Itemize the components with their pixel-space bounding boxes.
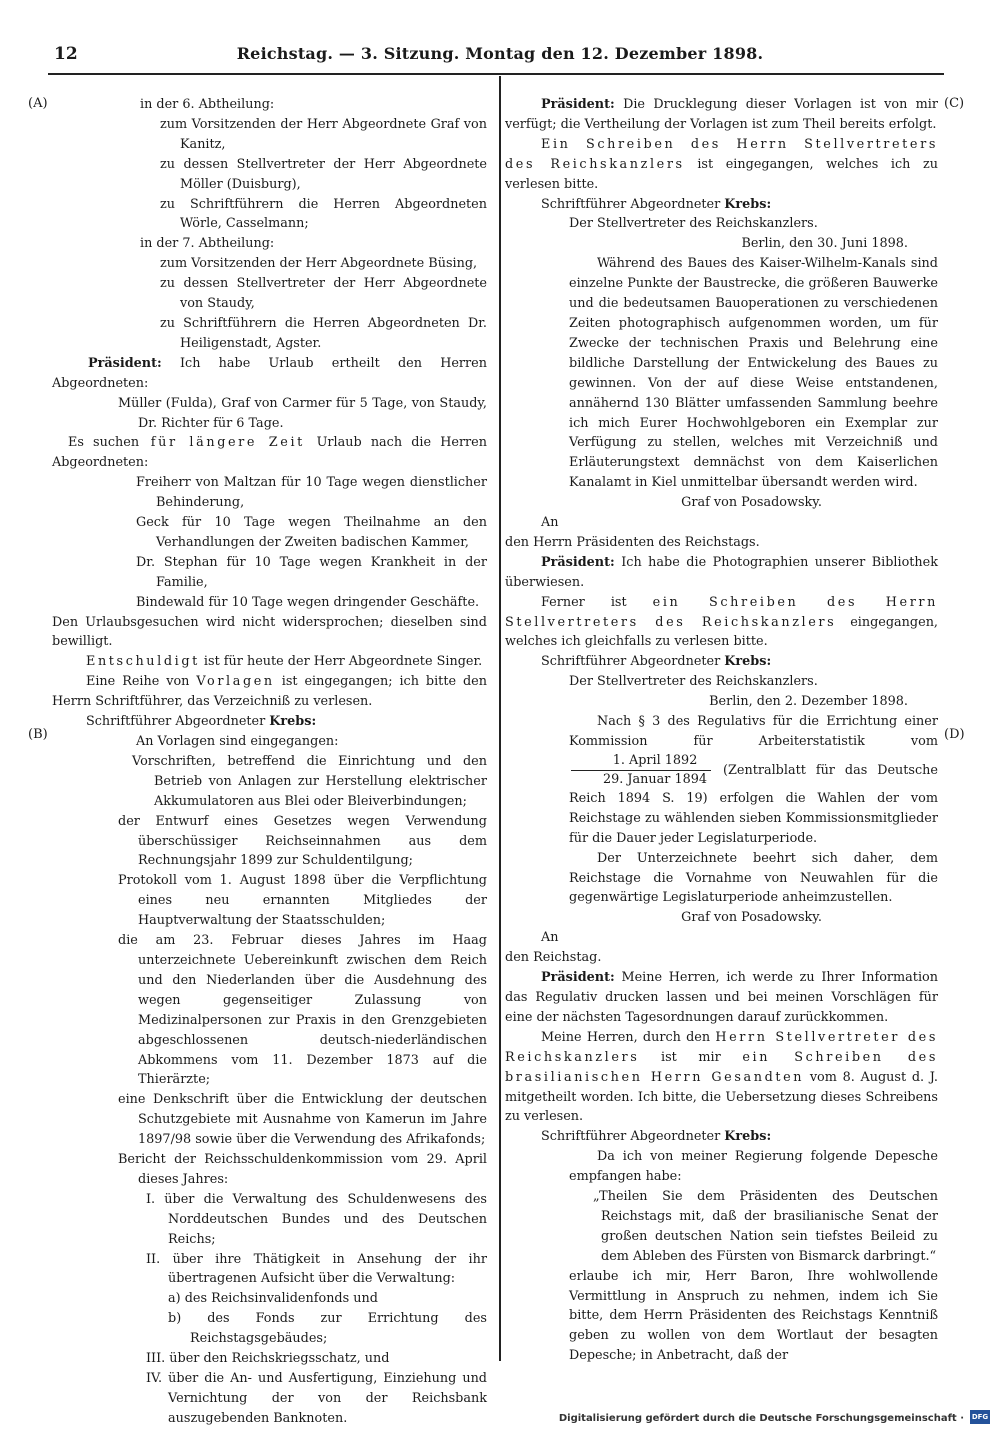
signature: Graf von Posadowsky. — [681, 495, 822, 511]
paragraph: Schriftführer Abgeordneter Krebs: — [541, 196, 772, 212]
speaker-name: Krebs: — [724, 654, 772, 670]
paragraph: Schriftführer Abgeordneter Krebs: — [86, 714, 317, 730]
address-line: An — [541, 515, 559, 531]
speaker-name: Präsident: — [541, 970, 615, 986]
letter-line: Der Stellvertreter des Reichskanzlers. — [569, 674, 818, 690]
speaker-name: Krebs: — [724, 196, 772, 212]
speaker-name: Krebs: — [269, 714, 317, 730]
speaker-name: Krebs: — [724, 1129, 772, 1145]
paragraph: Dr. Stephan für 10 Tage wegen Krankheit in der Familie, — [136, 554, 487, 590]
right-column — [505, 95, 938, 1366]
digitization-credit: Digitalisierung gefördert durch die Deutsche Forschungsgemeinschaft · — [558, 1413, 964, 1424]
list-item: b) des Fonds zur Errichtung des Reichstagsgebäudes; — [168, 1311, 487, 1347]
page-header — [30, 44, 970, 72]
list-item: Protokoll vom 1. August 1898 über die Verpflichtung eines neu ernannten Mitgliedes der Hauptverwaltung der Staatsschulden; — [118, 873, 487, 929]
list-item: eine Denkschrift über die Entwicklung der deutschen Schutzgebiete mit Ausnahme von Kamerun im Jahre 1897/98 sowie über die Verwendung des Afrikafonds; — [118, 1092, 487, 1148]
text-line: zum Vorsitzenden der Herr Abgeordnete Graf von Kanitz, — [160, 116, 487, 152]
address-line: den Herrn Präsidenten des Reichstags. — [505, 534, 760, 550]
text-line: in der 7. Abtheilung: — [140, 236, 275, 252]
paragraph: Präsident: Ich habe Urlaub ertheilt den Herren Abgeordneten: — [52, 355, 487, 391]
text-line: in der 6. Abtheilung: — [140, 97, 275, 112]
paragraph: Freiherr von Maltzan für 10 Tage wegen dienstlicher Behinderung, — [136, 475, 487, 511]
paragraph: Müller (Fulda), Graf von Carmer für 5 Tage, von Staudy, Dr. Richter für 6 Tage. — [118, 395, 487, 431]
margin-mark-c: (C) — [944, 96, 965, 111]
address-line: An — [541, 930, 559, 946]
text-line: zu dessen Stellvertreter der Herr Abgeordnete von Staudy, — [160, 276, 487, 312]
date-fraction: $\frac{\text{1. April 1892}}{\text{29. Januar 1894}}$ — [571, 752, 711, 789]
letter-date: Berlin, den 2. Dezember 1898. — [709, 694, 908, 710]
left-column — [52, 95, 487, 1429]
paragraph: Den Urlaubsgesuchen wird nicht widersprochen; dieselben sind bewilligt. — [52, 614, 487, 650]
list-item: IV. über die An- und Ausfertigung, Einziehung und Vernichtung der von der Reichsbank auszugebenden Banknoten. — [146, 1371, 487, 1426]
letter-quote: „Theilen Sie dem Präsidenten des Deutschen Reichstags mit, daß der brasilianische Senat der großen deutschen Nation sein tiefstes Beileid zu dem Ableben des Fürsten von Bismarck darbringt.“ — [593, 1189, 938, 1264]
letter-body: Der Unterzeichnete beehrt sich daher, dem Reichstage die Vornahme von Neuwahlen für die gegenwärtige Legislaturperiode anheimzustellen. — [569, 850, 938, 906]
paragraph: Präsident: Meine Herren, ich werde zu Ihrer Information das Regulativ drucken lassen und bei meinen Vorschlägen für eine der nächsten Tagesordnungen darauf zurückkommen. — [505, 970, 938, 1025]
margin-mark-a: (A) — [28, 96, 48, 111]
text-line: zu dessen Stellvertreter der Herr Abgeordnete Möller (Duisburg), — [160, 156, 487, 192]
paragraph: Eine Reihe von Vorlagen ist eingegangen; ich bitte den Herrn Schriftführer, das Verzeichniß zu verlesen. — [52, 674, 487, 710]
letter-date: Berlin, den 30. Juni 1898. — [741, 236, 908, 252]
page-number: 12 — [54, 44, 78, 64]
speaker-name: Präsident: — [541, 97, 615, 112]
text-line: zu Schriftführern die Herren Abgeordneten Dr. Heiligenstadt, Agster. — [160, 315, 487, 351]
paragraph: Bindewald für 10 Tage wegen dringender Geschäfte. — [136, 594, 480, 610]
letter-body: Während des Baues des Kaiser-Wilhelm-Kanals sind einzelne Punkte der Baustrecke, die größeren Bauwerke und die bedeutsamen Bauoperationen zu verschiedenen Zeiten photographisch aufgenommen worden, um für Zwecke der technischen Praxis und Belehrung eine bildliche Darstellung der Entwickelung des Baues zu gewinnen. Von der auf diese Weise entstandenen, annähernd 130 Blätter umfassenden Sammlung beehre ich mich Eurer Hochwohlgeboren ein Exemplar zur Verfügung zu stellen, welches mit Verzeichniß und Erläuterungstext demnächst von dem Kaiserlichen Kanalamt in Kiel unmittelbar übersandt werden wird. — [569, 256, 938, 491]
dfg-logo: DFG — [970, 1410, 990, 1424]
paragraph: Schriftführer Abgeordneter Krebs: — [541, 654, 772, 670]
list-item: a) des Reichsinvalidenfonds und — [168, 1291, 378, 1307]
paragraph: Ein Schreiben des Herrn Stellvertreters des Reichskanzlers ist eingegangen, welches ich zu verlesen bitte. — [505, 136, 938, 192]
paragraph: Geck für 10 Tage wegen Theilnahme an den Verhandlungen der Zweiten badischen Kammer, — [136, 515, 487, 550]
paragraph: Präsident: Die Drucklegung dieser Vorlagen ist von mir verfügt; die Vertheilung der Vorlagen ist zum Theil bereits erfolgt. — [505, 97, 938, 132]
paragraph: Schriftführer Abgeordneter Krebs: — [541, 1129, 772, 1145]
list-item: der Entwurf eines Gesetzes wegen Verwendung überschüssiger Reichseinnahmen aus dem Rechnungsjahr 1899 zur Schuldentilgung; — [118, 813, 487, 869]
list-item: Vorschriften, betreffend die Einrichtung und den Betrieb von Anlagen zur Herstellung elektrischer Akkumulatoren aus Blei oder Bleiverbindungen; — [132, 753, 487, 809]
letter-body: Da ich von meiner Regierung folgende Depesche empfangen habe: — [569, 1149, 938, 1185]
paragraph: Es suchen für längere Zeit Urlaub nach die Herren Abgeordneten: — [52, 435, 487, 471]
list-item: II. über ihre Thätigkeit in Ansehung der ihr übertragenen Aufsicht über die Verwaltung: — [146, 1251, 487, 1287]
signature: Graf von Posadowsky. — [681, 910, 822, 926]
letter-body: Nach § 3 des Regulativs für die Errichtung einer Kommission für Arbeiterstatistik vom $\frac{\text{1. April 1892}}{\text{29. Januar 1894}}$ (Zentralblatt für das Deutsche Reich 1894 S. 19) erfolgen die Wahlen der vom Reichstage zu wählenden sieben Kommissionsmitglieder für die Dauer jeder Legislaturperiode. — [569, 714, 938, 846]
list-item: I. über die Verwaltung des Schuldenwesens des Norddeutschen Bundes und des Deutschen Reichs; — [146, 1191, 487, 1247]
paragraph: An Vorlagen sind eingegangen: — [136, 734, 339, 749]
letter-line: Der Stellvertreter des Reichskanzlers. — [569, 216, 818, 232]
speaker-name: Präsident: — [541, 554, 615, 570]
list-item: III. über den Reichskriegsschatz, und — [146, 1351, 390, 1367]
paragraph: Präsident: Ich habe die Photographien unserer Bibliothek überwiesen. — [505, 554, 938, 590]
paragraph: Entschuldigt ist für heute der Herr Abgeordnete Singer. — [86, 654, 483, 670]
margin-mark-b: (B) — [28, 727, 48, 742]
paragraph: Ferner ist ein Schreiben des Herrn Stellvertreters des Reichskanzlers eingegangen, welches ich gleichfalls zu verlesen bitte. — [505, 594, 938, 650]
list-item: die am 23. Februar dieses Jahres im Haag unterzeichnete Uebereinkunft zwischen dem Reich und den Niederlanden über die Ausdehnung des wegen gegenseitiger Zulassung von Medizinalpersonen zur Praxis in den Grenzgebieten abgeschlossenen deutsch-niederländischen Abkommens vom 11. Dezember 1873 auf die Thierärzte; — [118, 933, 487, 1088]
speaker-name: Präsident: — [88, 355, 162, 371]
text-line: zu Schriftführern die Herren Abgeordneten Wörle, Casselmann; — [160, 196, 487, 232]
text-line: zum Vorsitzenden der Herr Abgeordnete Büsing, — [160, 256, 478, 272]
running-head: Reichstag. — 3. Sitzung. Montag den 12. Dezember 1898. — [236, 44, 764, 63]
header-rule — [48, 73, 944, 75]
margin-mark-d: (D) — [944, 727, 965, 742]
column-rule — [499, 76, 501, 1361]
letter-body: erlaube ich mir, Herr Baron, Ihre wohlwollende Vermittlung in Anspruch zu nehmen, indem ich Sie bitte, dem Herrn Präsidenten des Reichstags Kenntniß geben zu wollen von dem Wortlaut der besagten Depesche; in Anbetracht, daß der — [569, 1268, 938, 1364]
paragraph: Meine Herren, durch den Herrn Stellvertreter des Reichskanzlers ist mir ein Schreiben des brasilianischen Herrn Gesandten vom 8. August d. J. mitgetheilt worden. Ich bitte, die Uebersetzung dieses Schreibens zu verlesen. — [505, 1029, 938, 1125]
list-item: Bericht der Reichsschuldenkommission vom 29. April dieses Jahres: — [118, 1152, 487, 1187]
address-line: den Reichstag. — [505, 950, 602, 966]
